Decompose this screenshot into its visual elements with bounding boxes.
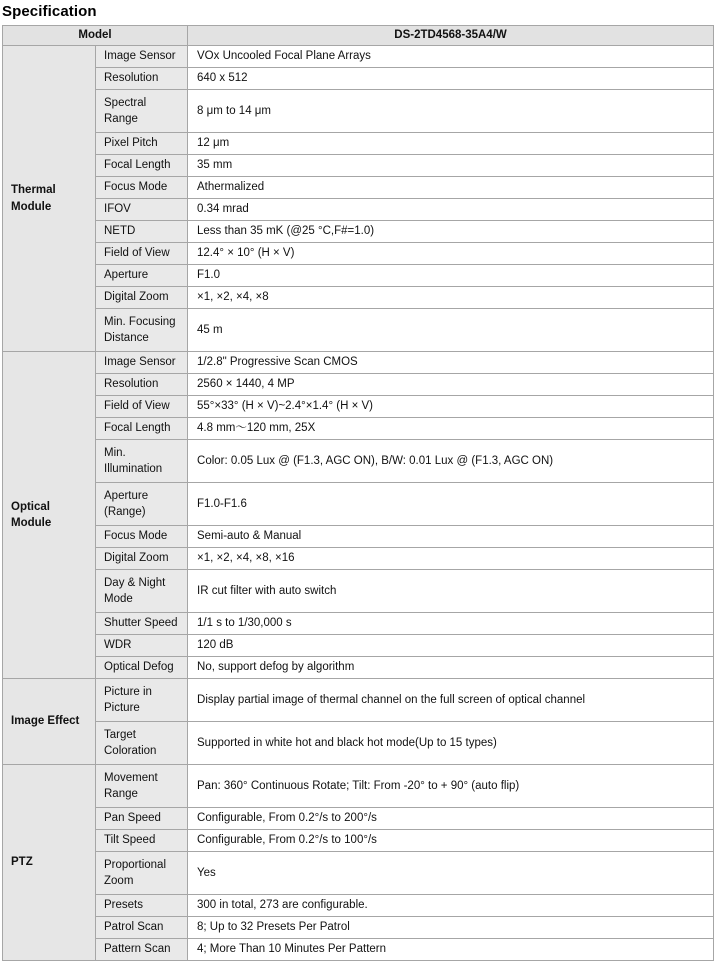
param-value-cell: Pan: 360° Continuous Rotate; Tilt: From -20° to + 90° (auto flip) xyxy=(188,765,714,808)
param-label-cell: Target Coloration xyxy=(96,722,188,765)
param-label-cell: Optical Defog xyxy=(96,657,188,679)
spec-row xyxy=(3,418,714,440)
spec-row xyxy=(3,440,714,483)
param-value-cell: F1.0 xyxy=(188,265,714,287)
spec-row xyxy=(3,352,714,374)
spec-row xyxy=(3,548,714,570)
spec-row xyxy=(3,221,714,243)
spec-row xyxy=(3,46,714,68)
param-label-cell: Min. Illumination xyxy=(96,440,188,483)
spec-row xyxy=(3,199,714,221)
param-value-cell: IR cut filter with auto switch xyxy=(188,570,714,613)
param-value-cell: ×1, ×2, ×4, ×8 xyxy=(188,287,714,309)
param-value-cell: Yes xyxy=(188,852,714,895)
spec-row xyxy=(3,765,714,808)
param-label-cell: Min. Focusing Distance xyxy=(96,309,188,352)
param-label-cell: Tilt Speed xyxy=(96,830,188,852)
spec-row xyxy=(3,265,714,287)
spec-row xyxy=(3,396,714,418)
spec-row xyxy=(3,526,714,548)
param-label-cell: Picture in Picture xyxy=(96,679,188,722)
spec-row xyxy=(3,939,714,961)
spec-row xyxy=(3,852,714,895)
param-label-cell: Image Sensor xyxy=(96,352,188,374)
spec-row xyxy=(3,68,714,90)
category-cell: Thermal Module xyxy=(3,46,96,352)
param-value-cell: 8; Up to 32 Presets Per Patrol xyxy=(188,917,714,939)
spec-row xyxy=(3,155,714,177)
category-cell: PTZ xyxy=(3,765,96,961)
param-value-cell: 8 μm to 14 μm xyxy=(188,90,714,133)
param-label-cell: Focal Length xyxy=(96,155,188,177)
param-value-cell: 35 mm xyxy=(188,155,714,177)
spec-row xyxy=(3,635,714,657)
model-header-label: Model xyxy=(3,26,188,46)
param-value-cell: F1.0-F1.6 xyxy=(188,483,714,526)
spec-row xyxy=(3,722,714,765)
param-label-cell: Proportional Zoom xyxy=(96,852,188,895)
spec-row xyxy=(3,133,714,155)
param-value-cell: Display partial image of thermal channel on the full screen of optical channel xyxy=(188,679,714,722)
param-value-cell: Less than 35 mK (@25 °C,F#=1.0) xyxy=(188,221,714,243)
param-value-cell: Configurable, From 0.2°/s to 100°/s xyxy=(188,830,714,852)
spec-row xyxy=(3,177,714,199)
spec-row xyxy=(3,243,714,265)
param-value-cell: Athermalized xyxy=(188,177,714,199)
model-header-value: DS-2TD4568-35A4/W xyxy=(188,26,714,46)
param-value-cell: 12 μm xyxy=(188,133,714,155)
param-label-cell: IFOV xyxy=(96,199,188,221)
param-value-cell: 55°×33° (H × V)~2.4°×1.4° (H × V) xyxy=(188,396,714,418)
spec-row xyxy=(3,830,714,852)
param-label-cell: Focal Length xyxy=(96,418,188,440)
model-header-row xyxy=(3,26,714,46)
param-value-cell: 2560 × 1440, 4 MP xyxy=(188,374,714,396)
spec-row xyxy=(3,917,714,939)
param-value-cell: Supported in white hot and black hot mode(Up to 15 types) xyxy=(188,722,714,765)
param-value-cell: 300 in total, 273 are configurable. xyxy=(188,895,714,917)
category-cell: Optical Module xyxy=(3,352,96,679)
param-value-cell: 120 dB xyxy=(188,635,714,657)
spec-row xyxy=(3,808,714,830)
param-value-cell: Semi-auto & Manual xyxy=(188,526,714,548)
param-label-cell: Aperture xyxy=(96,265,188,287)
param-label-cell: Pixel Pitch xyxy=(96,133,188,155)
param-label-cell: Resolution xyxy=(96,68,188,90)
spec-row xyxy=(3,613,714,635)
param-label-cell: Resolution xyxy=(96,374,188,396)
param-label-cell: Day & Night Mode xyxy=(96,570,188,613)
param-label-cell: Field of View xyxy=(96,243,188,265)
spec-row xyxy=(3,483,714,526)
page-title: Specification xyxy=(2,3,97,20)
spec-row xyxy=(3,570,714,613)
param-label-cell: Pattern Scan xyxy=(96,939,188,961)
spec-row xyxy=(3,895,714,917)
param-label-cell: Spectral Range xyxy=(96,90,188,133)
category-cell: Image Effect xyxy=(3,679,96,765)
param-value-cell: ×1, ×2, ×4, ×8, ×16 xyxy=(188,548,714,570)
param-label-cell: Patrol Scan xyxy=(96,917,188,939)
param-value-cell: 4; More Than 10 Minutes Per Pattern xyxy=(188,939,714,961)
param-value-cell: 4.8 mm～120 mm, 25X xyxy=(188,418,714,440)
spec-row xyxy=(3,374,714,396)
specification-table xyxy=(2,25,714,961)
param-label-cell: WDR xyxy=(96,635,188,657)
param-label-cell: Digital Zoom xyxy=(96,287,188,309)
param-label-cell: Field of View xyxy=(96,396,188,418)
param-value-cell: VOx Uncooled Focal Plane Arrays xyxy=(188,46,714,68)
param-value-cell: 0.34 mrad xyxy=(188,199,714,221)
param-label-cell: Pan Speed xyxy=(96,808,188,830)
param-label-cell: Focus Mode xyxy=(96,177,188,199)
param-label-cell: Presets xyxy=(96,895,188,917)
param-value-cell: 1/1 s to 1/30,000 s xyxy=(188,613,714,635)
param-value-cell: 12.4° × 10° (H × V) xyxy=(188,243,714,265)
param-label-cell: Aperture (Range) xyxy=(96,483,188,526)
param-label-cell: Digital Zoom xyxy=(96,548,188,570)
param-value-cell: 1/2.8" Progressive Scan CMOS xyxy=(188,352,714,374)
spec-row xyxy=(3,90,714,133)
param-label-cell: Movement Range xyxy=(96,765,188,808)
spec-row xyxy=(3,287,714,309)
param-value-cell: Color: 0.05 Lux @ (F1.3, AGC ON), B/W: 0.01 Lux @ (F1.3, AGC ON) xyxy=(188,440,714,483)
param-label-cell: Image Sensor xyxy=(96,46,188,68)
param-value-cell: Configurable, From 0.2°/s to 200°/s xyxy=(188,808,714,830)
param-value-cell: No, support defog by algorithm xyxy=(188,657,714,679)
param-label-cell: NETD xyxy=(96,221,188,243)
spec-row xyxy=(3,679,714,722)
param-label-cell: Focus Mode xyxy=(96,526,188,548)
param-label-cell: Shutter Speed xyxy=(96,613,188,635)
spec-row xyxy=(3,309,714,352)
spec-row xyxy=(3,657,714,679)
spec-table-body xyxy=(3,26,714,961)
param-value-cell: 45 m xyxy=(188,309,714,352)
param-value-cell: 640 x 512 xyxy=(188,68,714,90)
